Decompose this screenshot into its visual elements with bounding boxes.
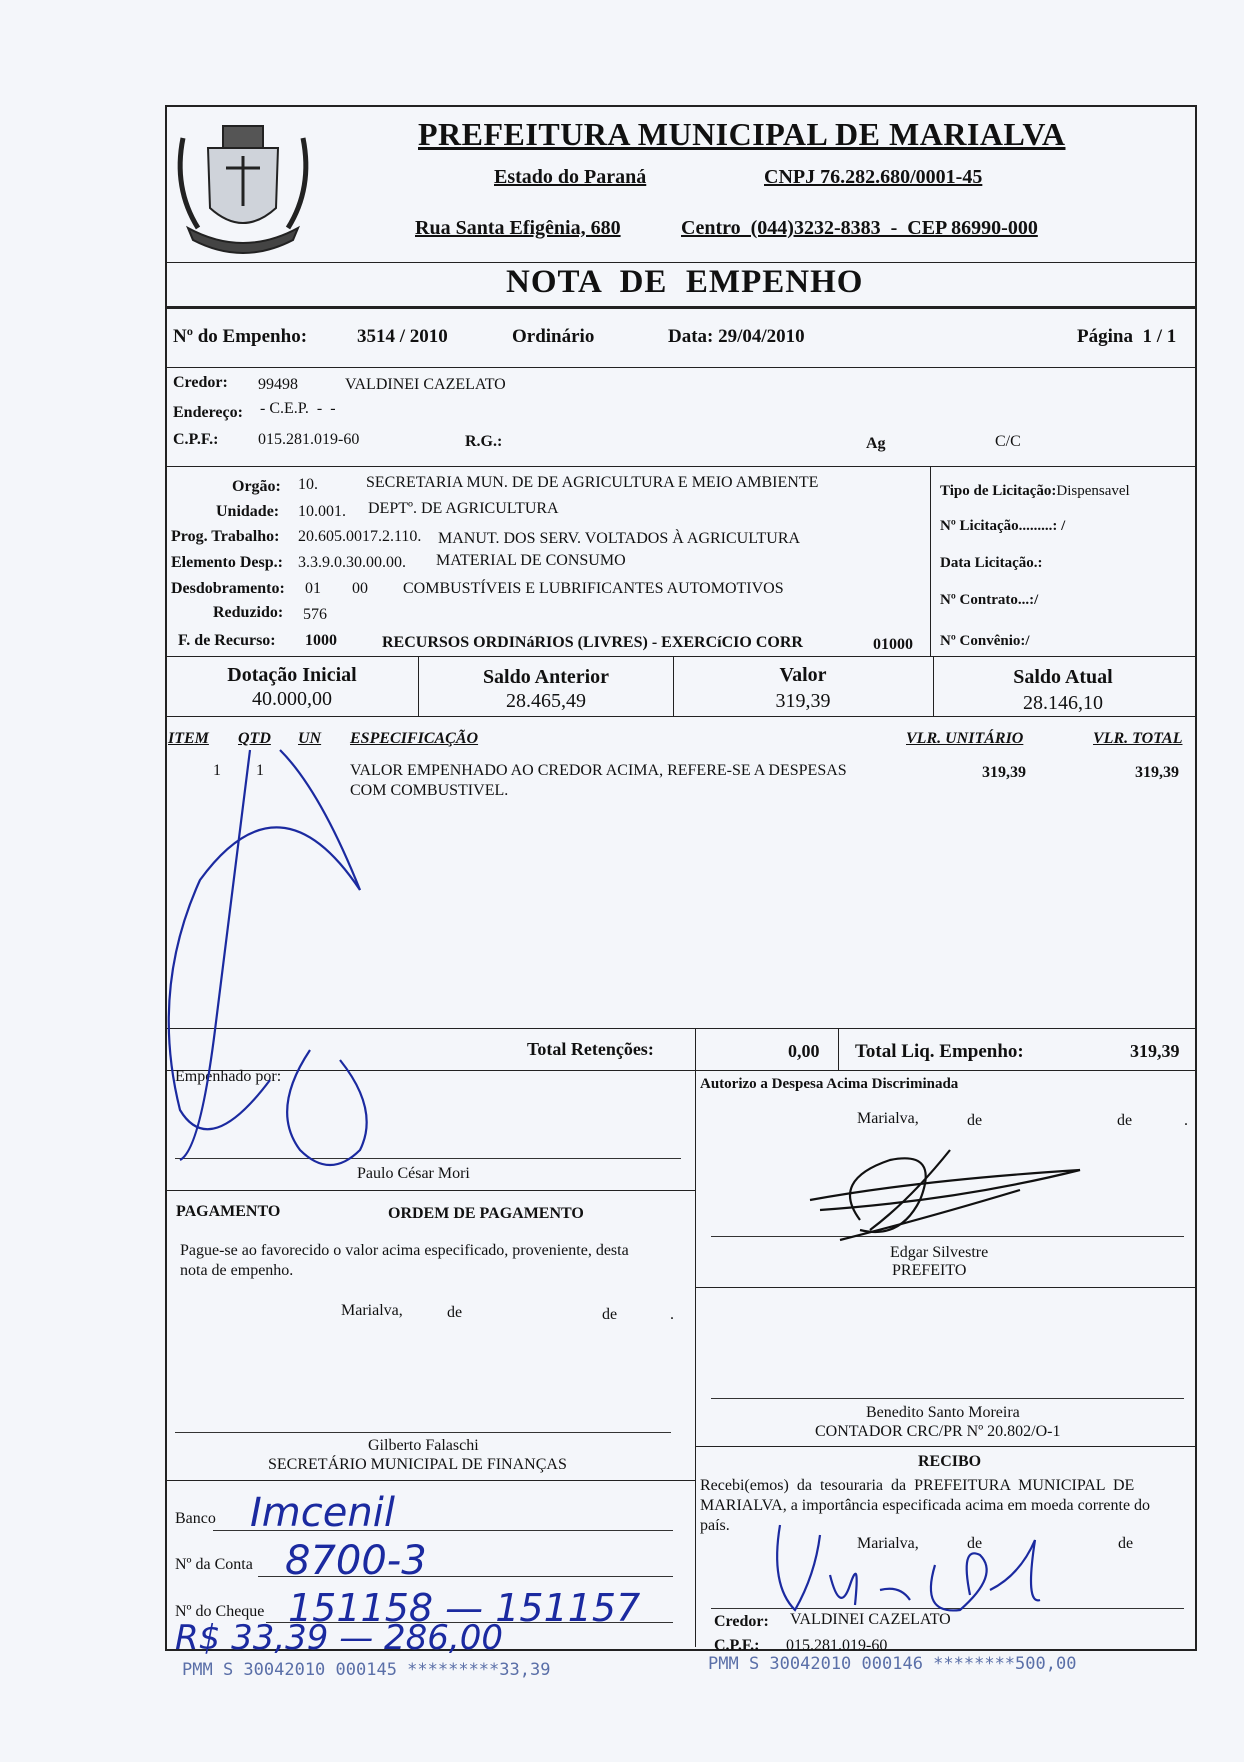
table-row-unit-value: 319,39 bbox=[982, 764, 1026, 781]
prog-label: Prog. Trabalho: bbox=[171, 528, 280, 545]
prog-desc: MANUT. DOS SERV. VOLTADOS À AGRICULTURA bbox=[438, 530, 801, 547]
recibo-credor-label: Credor: bbox=[714, 1613, 769, 1630]
credor-name: VALDINEI CAZELATO bbox=[345, 376, 506, 393]
unidade-label: Unidade: bbox=[216, 503, 280, 520]
table-row-qtd: 1 bbox=[256, 762, 264, 779]
contador-cargo: CONTADOR CRC/PR Nº 20.802/O-1 bbox=[815, 1423, 1061, 1440]
autorizo-de2: de bbox=[1117, 1112, 1133, 1129]
saldo-anterior-label: Saldo Anterior bbox=[482, 666, 610, 688]
table-row-total-value: 319,39 bbox=[1135, 764, 1179, 781]
endereco-value: - C.E.P. - - bbox=[260, 400, 336, 417]
table-row-spec-line2: COM COMBUSTIVEL. bbox=[350, 782, 509, 799]
pagamento-local: Marialva, bbox=[341, 1302, 403, 1319]
reduzido-value: 576 bbox=[303, 606, 327, 623]
autorizo-local: Marialva, bbox=[857, 1110, 919, 1127]
numero-convenio: Nº Convênio:/ bbox=[940, 633, 1030, 649]
orgao-label: Orgão: bbox=[232, 478, 281, 495]
document-title: NOTA DE EMPENHO bbox=[506, 264, 864, 300]
numero-contrato: Nº Contrato...:/ bbox=[940, 592, 1039, 608]
recibo-cpf-label: C.P.F.: bbox=[714, 1637, 760, 1654]
desdobramento-code2: 00 bbox=[352, 580, 368, 597]
tipo-licitacao bbox=[940, 483, 1130, 500]
coat-of-arms-seal bbox=[168, 108, 318, 258]
recibo-text-line2: MARIALVA, a importância especificada acima em moeda corrente do bbox=[700, 1497, 1151, 1514]
prog-code: 20.605.0017.2.110. bbox=[298, 528, 422, 545]
empenho-label: Nº do Empenho: bbox=[173, 326, 308, 347]
secretario-nome: Gilberto Falaschi bbox=[368, 1437, 479, 1454]
orgao-code: 10. bbox=[298, 476, 318, 493]
col-item: ITEM bbox=[168, 730, 209, 747]
elemento-label: Elemento Desp.: bbox=[171, 554, 283, 571]
desdobramento-code1: 01 bbox=[305, 580, 321, 597]
autorizo-de1: de bbox=[967, 1112, 983, 1129]
page-number: Página 1 / 1 bbox=[1077, 326, 1177, 347]
recibo-credor-nome: VALDINEI CAZELATO bbox=[790, 1611, 951, 1628]
elemento-desc: MATERIAL DE CONSUMO bbox=[436, 552, 626, 569]
table-row-item: 1 bbox=[213, 762, 221, 779]
stamp-left: PMM S 30042010 000145 *********33,39 bbox=[182, 1660, 551, 1680]
contador-nome: Benedito Santo Moreira bbox=[866, 1404, 1020, 1421]
prefeito-nome: Edgar Silvestre bbox=[890, 1244, 989, 1261]
cpf-value: 015.281.019-60 bbox=[258, 431, 360, 448]
recurso-desc: RECURSOS ORDINáRIOS (LIVRES) - EXERCíCIO CORR bbox=[382, 634, 803, 651]
cpf-label: C.P.F.: bbox=[173, 431, 219, 448]
pagamento-label: PAGAMENTO bbox=[176, 1203, 281, 1220]
col-vlr-unitario: VLR. UNITÁRIO bbox=[906, 730, 1024, 747]
saldo-anterior-value: 28.465,49 bbox=[506, 690, 586, 712]
saldo-atual-label: Saldo Atual bbox=[1013, 666, 1113, 688]
recibo-title: RECIBO bbox=[918, 1453, 982, 1470]
total-liquido-label: Total Liq. Empenho: bbox=[855, 1041, 1024, 1062]
tipo-licitacao-label: Tipo de Licitação: bbox=[940, 483, 1057, 499]
elemento-code: 3.3.9.0.30.00.00. bbox=[298, 554, 406, 571]
empenhado-por-label: Empenhado por: bbox=[175, 1068, 282, 1085]
handwritten-valores-text: 33,39 — 286,00 bbox=[231, 1618, 503, 1658]
tipo-licitacao-value: Dispensavel bbox=[1056, 483, 1130, 499]
pague-se-line1: Pague-se ao favorecido o valor acima especificado, proveniente, desta bbox=[180, 1242, 629, 1259]
ag-label: Ag bbox=[866, 435, 886, 452]
recibo-text-line1: Recebi(emos) da tesouraria da PREFEITURA MUNICIPAL DE bbox=[700, 1477, 1135, 1494]
desdobramento-desc: COMBUSTÍVEIS E LUBRIFICANTES AUTOMOTIVOS bbox=[403, 580, 784, 597]
empenho-type: Ordinário bbox=[512, 326, 595, 347]
empenhado-nome: Paulo César Mori bbox=[357, 1165, 470, 1182]
pagamento-dot: . bbox=[670, 1306, 674, 1323]
total-retencoes-label: Total Retenções: bbox=[527, 1039, 654, 1059]
col-vlr-total: VLR. TOTAL bbox=[1093, 730, 1183, 747]
credor-label: Credor: bbox=[173, 374, 228, 391]
pagamento-de2: de bbox=[602, 1306, 618, 1323]
recurso-label: F. de Recurso: bbox=[178, 632, 276, 649]
total-liquido-value: 319,39 bbox=[1130, 1041, 1180, 1061]
unidade-desc: DEPTº. DE AGRICULTURA bbox=[368, 500, 559, 517]
handwritten-banco: Imcenil bbox=[250, 1490, 395, 1536]
header-state: Estado do Paraná bbox=[494, 166, 647, 188]
orgao-desc: SECRETARIA MUN. DE DE AGRICULTURA E MEIO AMBIENTE bbox=[366, 474, 819, 491]
valor-value: 319,39 bbox=[775, 690, 831, 712]
stamp-right: PMM S 30042010 000146 ********500,00 bbox=[708, 1654, 1077, 1674]
handwritten-cheque: 151158 — 151157 bbox=[288, 1586, 641, 1630]
dotacao-inicial-value: 40.000,00 bbox=[252, 688, 332, 710]
handwritten-signature-credor bbox=[760, 1515, 1060, 1620]
endereco-label: Endereço: bbox=[173, 404, 243, 421]
dotacao-inicial-label: Dotação Inicial bbox=[227, 664, 357, 686]
numero-licitacao: Nº Licitação.........: / bbox=[940, 518, 1066, 534]
col-especificacao: ESPECIFICAÇÃO bbox=[350, 730, 479, 747]
empenho-number: 3514 / 2010 bbox=[357, 326, 448, 347]
rg-label: R.G.: bbox=[465, 433, 503, 450]
handwritten-conta: 8700-3 bbox=[285, 1538, 427, 1584]
recurso-code2: 01000 bbox=[873, 636, 913, 653]
cheque-label: Nº do Cheque bbox=[175, 1603, 265, 1620]
handwritten-signature-prefeito bbox=[800, 1140, 1100, 1250]
col-un: UN bbox=[298, 730, 322, 747]
handwritten-valores bbox=[175, 1618, 503, 1658]
header-address: Rua Santa Efigênia, 680 bbox=[415, 217, 621, 239]
unidade-code: 10.001. bbox=[298, 503, 346, 520]
desdobramento-label: Desdobramento: bbox=[171, 580, 285, 597]
conta-label: Nº da Conta bbox=[175, 1556, 253, 1573]
recibo-text-line3: país. bbox=[700, 1517, 730, 1534]
ordem-pagamento-label: ORDEM DE PAGAMENTO bbox=[388, 1205, 584, 1222]
saldo-atual-value: 28.146,10 bbox=[1023, 692, 1103, 714]
secretario-cargo: SECRETÁRIO MUNICIPAL DE FINANÇAS bbox=[268, 1456, 567, 1473]
credor-code: 99498 bbox=[258, 376, 298, 393]
reduzido-label: Reduzido: bbox=[213, 604, 284, 621]
header-title: PREFEITURA MUNICIPAL DE MARIALVA bbox=[418, 116, 1066, 152]
autorizo-label: Autorizo a Despesa Acima Discriminada bbox=[700, 1076, 959, 1092]
col-qtd: QTD bbox=[238, 730, 271, 747]
recibo-de1: de bbox=[967, 1535, 983, 1552]
table-row-spec-line1: VALOR EMPENHADO AO CREDOR ACIMA, REFERE-SE A DESPESAS bbox=[350, 762, 847, 779]
recibo-cpf-value: 015.281.019-60 bbox=[786, 1637, 888, 1654]
secretario-signature-line bbox=[175, 1432, 671, 1433]
recurso-code: 1000 bbox=[305, 632, 337, 649]
handwritten-signature-empenhado bbox=[160, 730, 420, 1170]
data-licitacao: Data Licitação.: bbox=[940, 555, 1043, 571]
pagamento-de1: de bbox=[447, 1304, 463, 1321]
cc-label: C/C bbox=[995, 433, 1021, 450]
prefeito-cargo: PREFEITO bbox=[892, 1262, 967, 1279]
autorizo-dot: . bbox=[1184, 1112, 1188, 1129]
empenho-date: Data: 29/04/2010 bbox=[668, 326, 805, 347]
header-cnpj: CNPJ 76.282.680/0001-45 bbox=[764, 166, 983, 188]
total-retencoes-value: 0,00 bbox=[788, 1041, 820, 1061]
pague-se-line2: nota de empenho. bbox=[180, 1262, 294, 1279]
valor-label: Valor bbox=[779, 664, 827, 686]
header-contact: Centro (044)3232-8383 - CEP 86990-000 bbox=[681, 217, 1038, 239]
handwritten-valores-prefix: R$ bbox=[175, 1618, 221, 1658]
contador-signature-line bbox=[711, 1398, 1184, 1399]
recibo-de2: de bbox=[1118, 1535, 1134, 1552]
banco-label: Banco bbox=[175, 1510, 216, 1527]
recibo-local: Marialva, bbox=[857, 1535, 919, 1552]
